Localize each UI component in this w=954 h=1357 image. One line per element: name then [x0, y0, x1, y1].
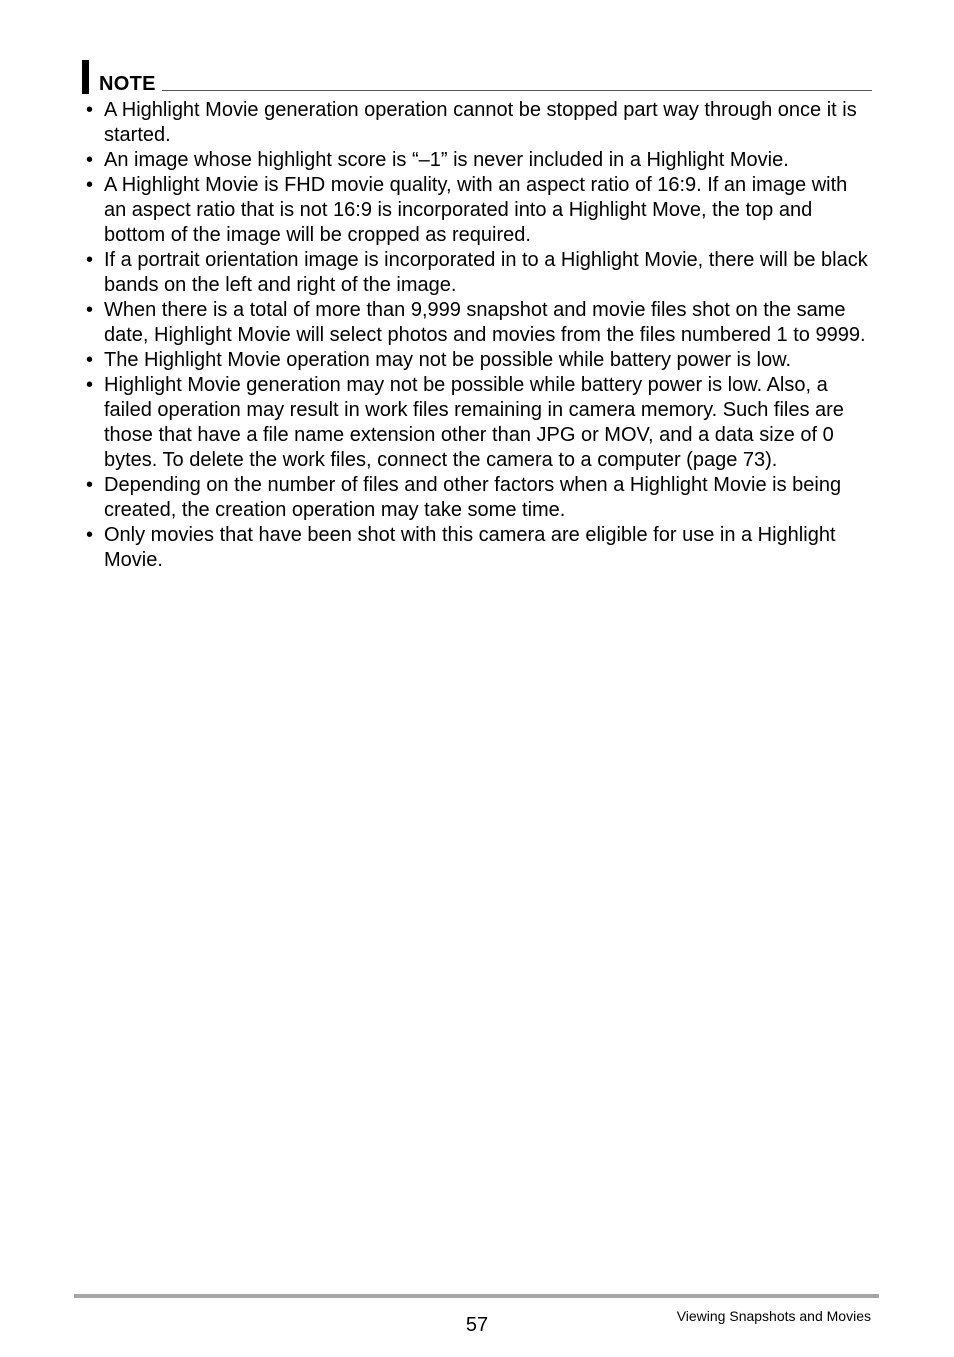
list-item-text: A Highlight Movie is FHD movie quality, with an aspect ratio of 16:9. If an image with an aspect ratio that is not 16:9 is incorporated into a Highlight Move, the top and bottom of the image will be cropped as required. [104, 174, 848, 246]
list-item-text: When there is a total of more than 9,999 snapshot and movie files shot on the same date, Highlight Movie will select photos and movies from the files numbered 1 to 9999. [104, 299, 866, 346]
list-item-text: Highlight Movie generation may not be possible while battery power is low. Also, a failed operation may result in work files remaining in camera memory. Such files are those that have a file name extension other than JPG or MOV, and a data size of 0 bytes. To delete the work files, connect the camera to a computer (page 73). [104, 374, 844, 471]
footer-divider [74, 1294, 879, 1298]
bullet-icon: • [86, 299, 94, 321]
list-item [82, 348, 874, 373]
note-marker-bar [82, 60, 89, 94]
note-list [82, 98, 874, 573]
list-item-text: Depending on the number of files and other factors when a Highlight Movie is being created, the creation operation may take some time. [104, 474, 842, 521]
list-item-text: A Highlight Movie generation operation cannot be stopped part way through once it is started. [104, 99, 857, 146]
note-title: NOTE [99, 73, 156, 95]
list-item [82, 473, 874, 523]
bullet-icon: • [86, 374, 94, 396]
footer-section-title: Viewing Snapshots and Movies [676, 1308, 871, 1324]
bullet-icon: • [86, 174, 94, 196]
list-item-text: If a portrait orientation image is incorporated in to a Highlight Movie, there will be black bands on the left and right of the image. [104, 249, 868, 296]
list-item-text: The Highlight Movie operation may not be possible while battery power is low. [104, 349, 792, 371]
list-item [82, 523, 874, 573]
bullet-icon: • [86, 249, 94, 271]
bullet-icon: • [86, 99, 94, 121]
bullet-icon: • [86, 349, 94, 371]
note-header [82, 60, 872, 94]
bullet-icon: • [86, 524, 94, 546]
list-item [82, 148, 874, 173]
page-number: 57 [465, 1314, 489, 1336]
list-item [82, 248, 874, 298]
list-item-text: Only movies that have been shot with this camera are eligible for use in a Highlight Movie. [104, 524, 836, 571]
list-item [82, 373, 874, 473]
list-item [82, 298, 874, 348]
bullet-icon: • [86, 149, 94, 171]
list-item-text: An image whose highlight score is “–1” is never included in a Highlight Movie. [104, 149, 789, 171]
bullet-icon: • [86, 474, 94, 496]
list-item [82, 173, 874, 248]
list-item [82, 98, 874, 148]
note-divider [162, 90, 872, 91]
